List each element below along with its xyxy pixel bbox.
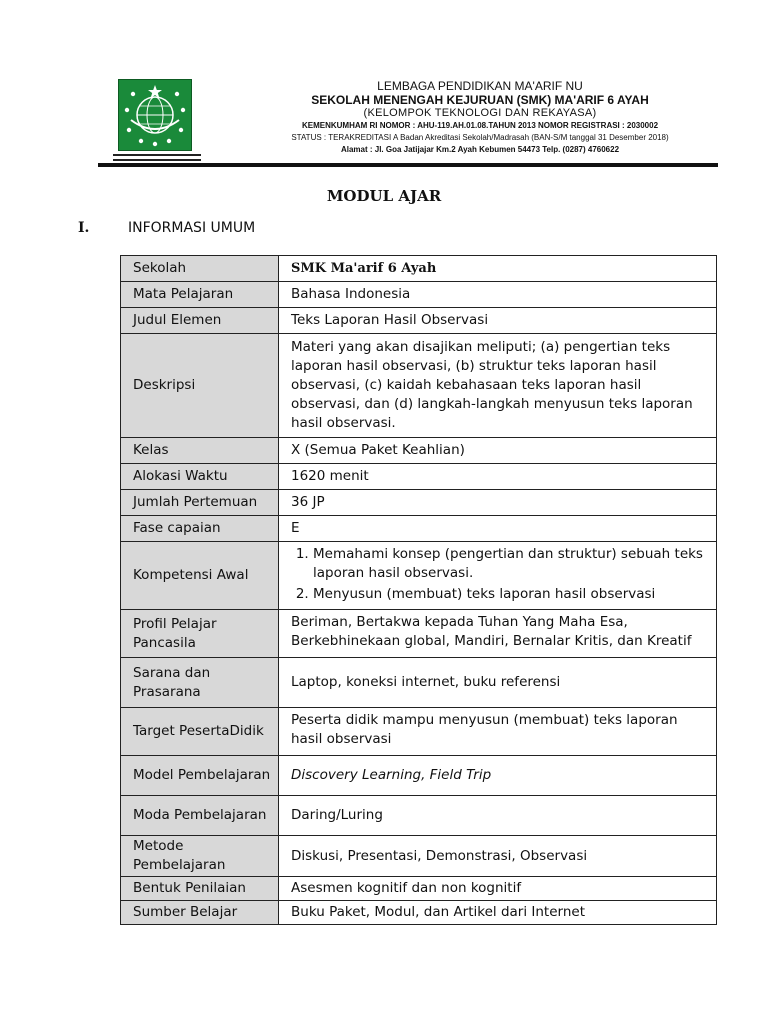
row-label: Sumber Belajar: [121, 901, 279, 925]
table-row: [121, 308, 717, 334]
row-label: Fase capaian: [121, 516, 279, 542]
row-label: Kelas: [121, 438, 279, 464]
row-value: Buku Paket, Modul, dan Artikel dari Internet: [279, 901, 717, 925]
table-row: [121, 516, 717, 542]
registration-info: KEMENKUMHAM RI NOMOR : AHU-119.AH.01.08.TAHUN 2013 NOMOR REGISTRASI : 2030002: [301, 121, 659, 130]
table-row: [121, 610, 717, 658]
row-value: 36 JP: [279, 490, 717, 516]
row-label: Deskripsi: [121, 334, 279, 438]
table-row: [121, 836, 717, 877]
row-value: Teks Laporan Hasil Observasi: [279, 308, 717, 334]
school-address: Alamat : Jl. Goa Jatijajar Km.2 Ayah Kebumen 54473 Telp. (0287) 4760622: [340, 145, 620, 154]
row-value: Beriman, Bertakwa kepada Tuhan Yang Maha Esa, Berkebhinekaan global, Mandiri, Bernalar Kritis, dan Kreatif: [279, 610, 717, 658]
list-item: 2. Menyusun (membuat) teks laporan hasil observasi: [313, 585, 711, 604]
row-value: Discovery Learning, Field Trip: [279, 756, 717, 796]
section-number: I.: [78, 220, 90, 236]
table-row: [121, 490, 717, 516]
table-row: [121, 877, 717, 901]
table-row: [121, 708, 717, 756]
row-label: Bentuk Penilaian: [121, 877, 279, 901]
logo-underline: [113, 159, 201, 161]
table-row: [121, 464, 717, 490]
row-value: Bahasa Indonesia: [279, 282, 717, 308]
table-row: [121, 901, 717, 925]
table-row: [121, 542, 717, 610]
table-row: [121, 438, 717, 464]
school-group: (KELOMPOK TEKNOLOGI DAN REKAYASA): [363, 107, 597, 119]
nu-globe-logo-icon: [118, 79, 192, 151]
logo-underline: [113, 154, 201, 156]
row-value: Diskusi, Presentasi, Demonstrasi, Observasi: [279, 836, 717, 877]
table-row: [121, 756, 717, 796]
table-row: [121, 796, 717, 836]
row-label: Model Pembelajaran: [121, 756, 279, 796]
row-value: SMK Ma'arif 6 Ayah: [279, 256, 717, 282]
row-value: 1620 menit: [279, 464, 717, 490]
row-value: Laptop, koneksi internet, buku referensi: [279, 658, 717, 708]
row-label: Jumlah Pertemuan: [121, 490, 279, 516]
table-row: [121, 334, 717, 438]
letterhead-divider: [98, 163, 718, 167]
row-value: Peserta didik mampu menyusun (membuat) teks laporan hasil observasi: [279, 708, 717, 756]
row-label: Profil Pelajar Pancasila: [121, 610, 279, 658]
institution-name: LEMBAGA PENDIDIKAN MA'ARIF NU: [377, 79, 583, 93]
row-label: Moda Pembelajaran: [121, 796, 279, 836]
row-label: Mata Pelajaran: [121, 282, 279, 308]
row-value: E: [279, 516, 717, 542]
row-value: Daring/Luring: [279, 796, 717, 836]
section-title: INFORMASI UMUM: [128, 220, 256, 236]
school-name: SEKOLAH MENENGAH KEJURUAN (SMK) MA'ARIF 6 AYAH: [311, 93, 649, 107]
row-label: Metode Pembelajaran: [121, 836, 279, 877]
general-info-table: [120, 255, 717, 925]
row-label: Kompetensi Awal: [121, 542, 279, 610]
row-label: Sarana dan Prasarana: [121, 658, 279, 708]
row-label: Alokasi Waktu: [121, 464, 279, 490]
list-item: 1. Memahami konsep (pengertian dan struktur) sebuah teks laporan hasil observasi.: [313, 545, 711, 583]
row-value: [279, 542, 717, 610]
table-row: [121, 256, 717, 282]
table-row: [121, 658, 717, 708]
accreditation-status: STATUS : TERAKREDITASI A Badan Akreditasi Sekolah/Madrasah (BAN-S/M tanggal 31 Desember 2018): [291, 133, 669, 142]
row-value: Asesmen kognitif dan non kognitif: [279, 877, 717, 901]
row-value: X (Semua Paket Keahlian): [279, 438, 717, 464]
document-title: MODUL AJAR: [326, 187, 442, 205]
row-label: Target PesertaDidik: [121, 708, 279, 756]
row-label: Judul Elemen: [121, 308, 279, 334]
competency-list: [291, 545, 711, 604]
table-row: [121, 282, 717, 308]
row-label: Sekolah: [121, 256, 279, 282]
row-value: Materi yang akan disajikan meliputi; (a) pengertian teks laporan hasil observasi, (b) struktur teks laporan hasil observasi, (c) kaidah kebahasaan teks laporan hasil observasi, dan (d) langkah-langkah menyusun teks laporan hasil observasi.: [279, 334, 717, 438]
